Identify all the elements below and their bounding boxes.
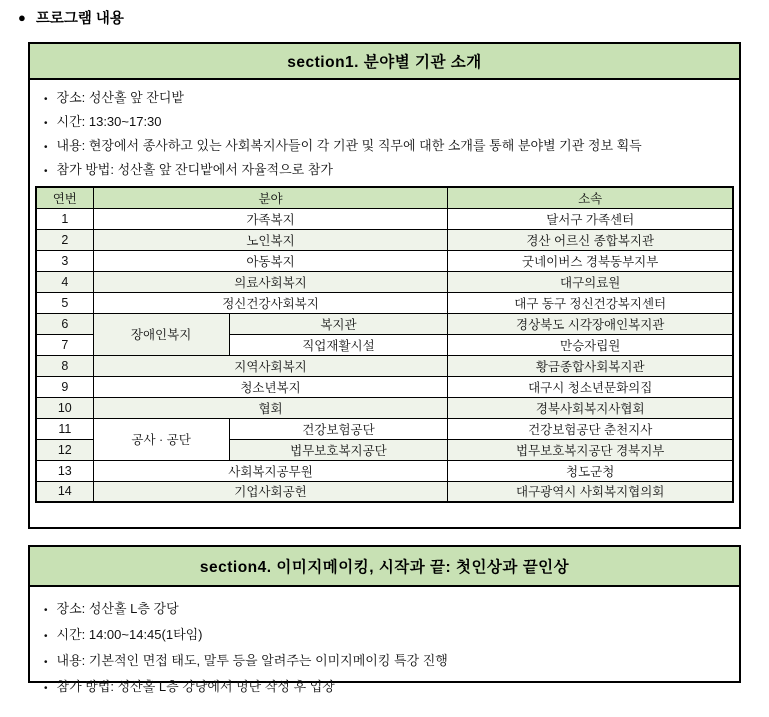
cell-field: 사회복지공무원: [93, 460, 448, 481]
section1-bullet-list: [30, 87, 739, 183]
cell-sub: 직업재활시설: [229, 334, 448, 355]
bullet-dot-icon: •: [44, 631, 48, 642]
section4-box: [28, 545, 741, 694]
bullet-text: 내용: 현장에서 종사하고 있는 사회복지사들이 각 기관 및 직무에 대한 소개를 통해 분야별 기관 정보 획득: [56, 138, 642, 153]
cell-no: 5: [36, 292, 93, 313]
cell-org: 청도군청: [448, 460, 733, 481]
table-row: [36, 208, 733, 229]
section1-box: [28, 42, 741, 529]
cell-org: 만승자립원: [448, 334, 733, 355]
table-row: [36, 250, 733, 271]
bullet-text: 시간: 14:00~14:45(1타임): [56, 627, 203, 642]
bullet-dot-icon: •: [44, 94, 48, 105]
cell-field: 협회: [93, 397, 448, 418]
cell-no: 1: [36, 208, 93, 229]
bullet-item-method: [44, 159, 725, 183]
cell-org: 대구 동구 정신건강복지센터: [448, 292, 733, 313]
cell-field: 의료사회복지: [93, 271, 448, 292]
bullet-text: 장소: 성산홀 L층 강당: [56, 601, 179, 616]
cell-org: 건강보험공단 춘천지사: [448, 418, 733, 439]
cell-org: 대구광역시 사회복지협의회: [448, 481, 733, 502]
bullet-text: 참가 방법: 성산홀 앞 잔디밭에서 자율적으로 참가: [56, 162, 333, 177]
bullet-dot-icon: •: [44, 166, 48, 177]
cell-sub: 법무보호복지공단: [229, 439, 448, 460]
bullet-item-place: [44, 597, 725, 623]
bullet-text: 시간: 13:30~17:30: [56, 114, 162, 129]
bullet-text: 장소: 성산홀 앞 잔디밭: [56, 90, 184, 105]
cell-field: 노인복지: [93, 229, 448, 250]
bullet-item-place: [44, 87, 725, 111]
cell-no: 6: [36, 313, 93, 334]
bullet-dot-icon: •: [44, 683, 48, 694]
cell-no: 4: [36, 271, 93, 292]
cell-sub: 건강보험공단: [229, 418, 448, 439]
cell-no: 2: [36, 229, 93, 250]
cell-group: 장애인복지: [93, 313, 229, 355]
bullet-dot-icon: •: [44, 605, 48, 616]
page-title: [18, 7, 124, 28]
org-table: [35, 186, 734, 503]
cell-field: 기업사회공헌: [93, 481, 448, 502]
col-header-no: 연번: [36, 187, 93, 208]
cell-field: 지역사회복지: [93, 355, 448, 376]
table-header-row: [36, 187, 733, 208]
table-row: [36, 418, 733, 439]
bullet-text: 참가 방법: 성산홀 L층 강당에서 명단 작성 후 입장: [56, 679, 335, 694]
bullet-item-content: [44, 135, 725, 159]
table-row: [36, 313, 733, 334]
cell-no: 14: [36, 481, 93, 502]
cell-org: 대구의료원: [448, 271, 733, 292]
cell-no: 9: [36, 376, 93, 397]
section4-bullet-list: [30, 597, 739, 701]
table-row: [36, 376, 733, 397]
cell-group: 공사 · 공단: [93, 418, 229, 460]
cell-no: 8: [36, 355, 93, 376]
table-row: [36, 397, 733, 418]
cell-no: 3: [36, 250, 93, 271]
bullet-item-method: [44, 675, 725, 701]
table-row: [36, 481, 733, 502]
section4-header: [30, 547, 739, 587]
cell-org: 황금종합사회복지관: [448, 355, 733, 376]
cell-no: 7: [36, 334, 93, 355]
bullet-item-time: [44, 623, 725, 649]
section1-title: section1. 분야별 기관 소개: [287, 54, 482, 71]
cell-sub: 복지관: [229, 313, 448, 334]
cell-field: 정신건강사회복지: [93, 292, 448, 313]
cell-field: 가족복지: [93, 208, 448, 229]
cell-org: 경산 어르신 종합복지관: [448, 229, 733, 250]
table-row: [36, 355, 733, 376]
bullet-text: 내용: 기본적인 면접 태도, 말투 등을 알려주는 이미지메이킹 특강 진행: [56, 653, 448, 668]
cell-org: 경북사회복지사협회: [448, 397, 733, 418]
cell-no: 11: [36, 418, 93, 439]
section1-header: [30, 44, 739, 80]
cell-no: 10: [36, 397, 93, 418]
cell-no: 13: [36, 460, 93, 481]
bullet-icon: ●: [18, 10, 26, 25]
section4-title: section4. 이미지메이킹, 시작과 끝: 첫인상과 끝인상: [199, 559, 570, 576]
cell-org: 굿네이버스 경북동부지부: [448, 250, 733, 271]
table-row: [36, 229, 733, 250]
bullet-dot-icon: •: [44, 142, 48, 153]
page-title-text: 프로그램 내용: [35, 11, 124, 27]
cell-org: 달서구 가족센터: [448, 208, 733, 229]
col-header-field: 분야: [93, 187, 448, 208]
cell-org: 대구시 청소년문화의집: [448, 376, 733, 397]
table-row: [36, 292, 733, 313]
bullet-item-time: [44, 111, 725, 135]
cell-field: 청소년복지: [93, 376, 448, 397]
cell-org: 법무보호복지공단 경북지부: [448, 439, 733, 460]
table-row: [36, 460, 733, 481]
col-header-org: 소속: [448, 187, 733, 208]
cell-org: 경상북도 시각장애인복지관: [448, 313, 733, 334]
bullet-item-content: [44, 649, 725, 675]
cell-field: 아동복지: [93, 250, 448, 271]
table-row: [36, 271, 733, 292]
bullet-dot-icon: •: [44, 118, 48, 129]
bullet-dot-icon: •: [44, 657, 48, 668]
cell-no: 12: [36, 439, 93, 460]
